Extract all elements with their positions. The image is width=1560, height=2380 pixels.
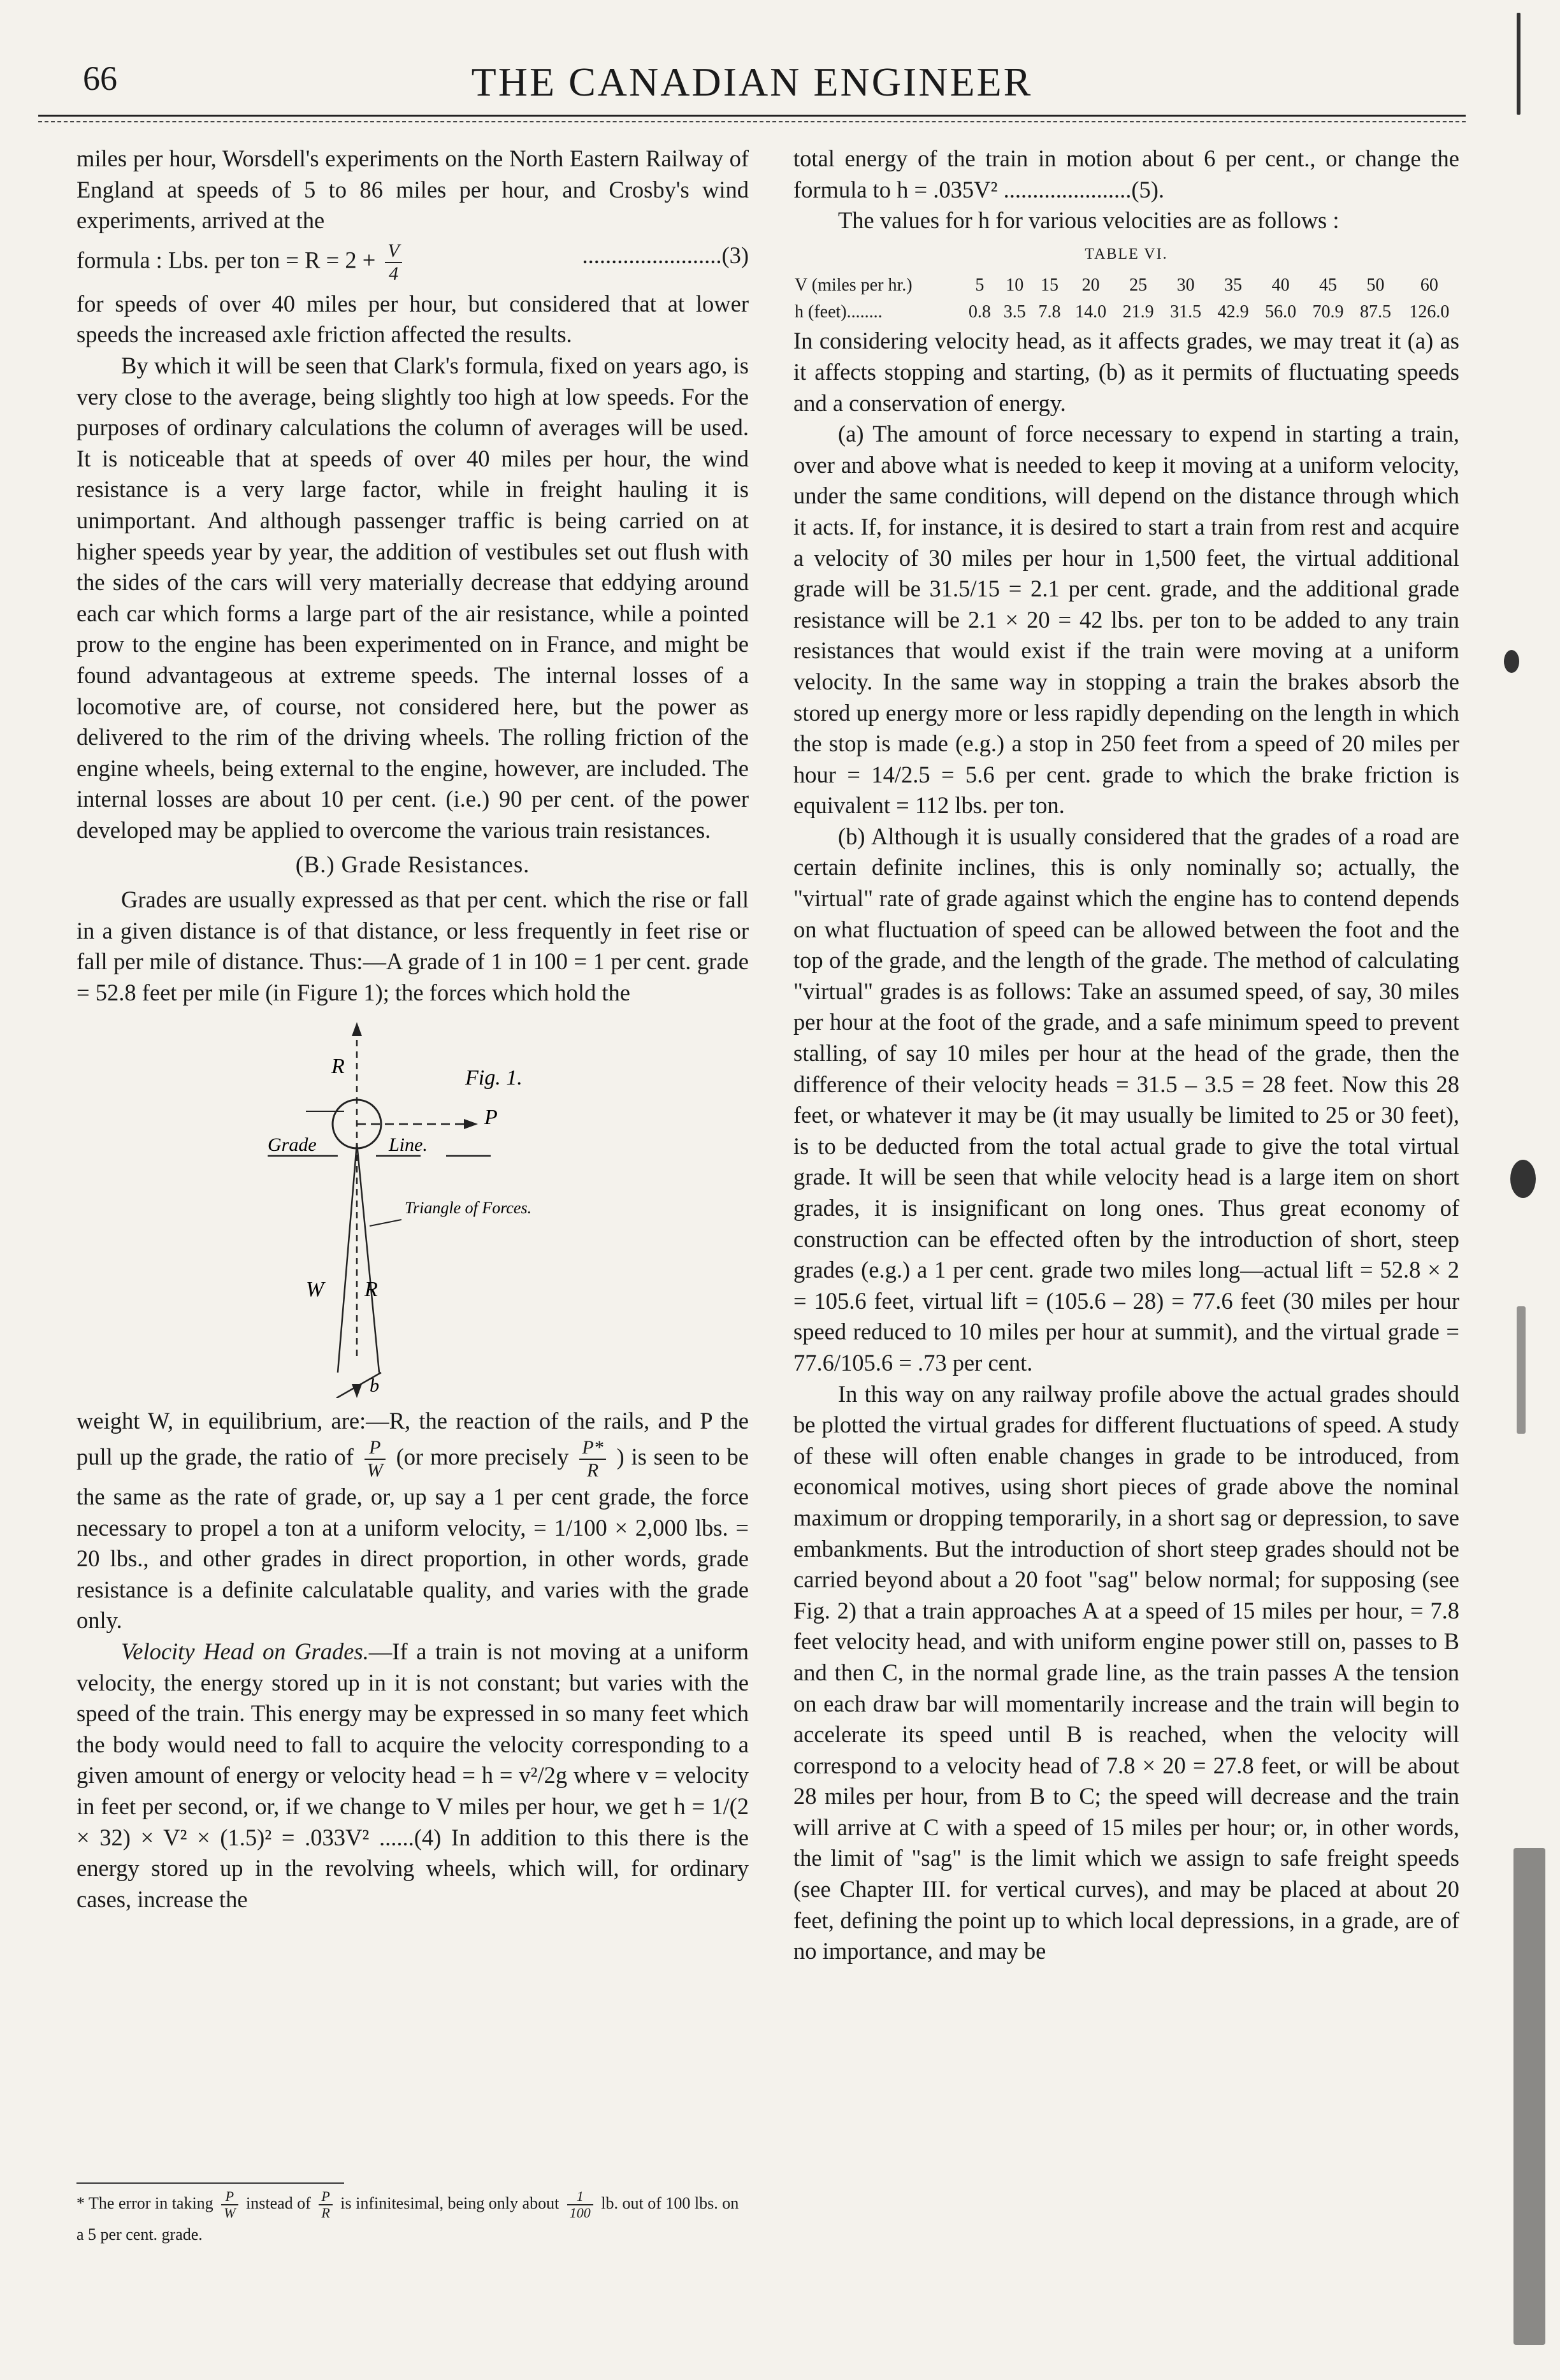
fraction: $\frac{P}{W}$	[221, 2189, 238, 2221]
paragraph: for speeds of over 40 miles per hour, but considered that at lower speeds the increased axle friction affected the results.	[76, 290, 749, 348]
figure-caption: Fig. 1.	[465, 1066, 523, 1090]
footnote-rule	[76, 2182, 344, 2184]
paragraph: (b) Although it is usually considered that the grades of a road are certain definite inclines, this is only nominally so; actually, the "virtual" rate of grade against which the engine has to contend depends on what fluctuation of speed can be allowed between the foot and the top of the grade, and the length of the grade. The method of calculating "virtual" grades is as follows: Take an assumed speed, of say, 30 miles per hour at the foot of the grade, and a safe minimum speed to prevent stalling, of say 10 miles per hour at the head of the grade, then the difference of their velocity heads = 31.5 – 3.5 = 28 feet. Now this 28 feet, or whatever it may be (it may usually be limited to 25 or 30 feet), is to be deducted from the total actual grade to give the total virtual grade. It will be seen that while velocity head is a large item on short grades, it is insignificant on long ones. Thus great economy of construction can be effected often by the introduction of short, steep grades (e.g.) a 1 per cent. grade two miles long—actual lift = 52.8 × 2 = 105.6 feet, virtual lift = (105.6 – 28) = 77.6 feet (30 miles per hour speed reduced to 10 miles per hour at summit), and the virtual grade = 77.6/105.6 = .73 per cent.	[793, 823, 1459, 1376]
run-in-heading: Velocity Head on Grades.	[121, 1638, 369, 1664]
grade-label: Grade	[268, 1134, 317, 1156]
point-label-b: b	[370, 1375, 379, 1397]
paragraph: total energy of the train in motion about 6 per cent., or change the formula to h = .035V² ......................(5).	[793, 145, 1459, 203]
paragraph: In this way on any railway profile above the actual grades should be plotted the virtual grades for different fluctuations of speed. A study of these will often enable changes in grade to be introduced, from economical motives, using short pieces of grade above the nominal maximum or dropping temporarily, in a short sag or depression, to save embankments. But the introduction of short steep grades should not be carried beyond about a 20 foot "sag" below normal; for supposing (see Fig. 2) that a train approaches A at a speed of 15 miles per hour, = 7.8 feet velocity head, and with uniform engine power still on, passes to B and then C, in the normal grade line, as the train passes A the tension on each draw bar will momentarily increase and the train will begin to accelerate its speed until B is reached, when the velocity will correspond to a velocity head of 7.8 × 20 = 27.8 feet, or will be about 28 miles per hour, from B to C; the speed will decrease and the train will arrive at C with a speed of 15 miles per hour; or, in other words, the limit of "sag" is the limit which we assign to safe freight speeds (see Chapter III. for vertical curves), and may be placed at about 20 feet, defining the point up to which local depressions, in a grade, are of no importance, and may be	[793, 1380, 1459, 1965]
table-row: V (miles per hr.) 5 10 15 20 25 30 35 40 45 50 60	[793, 272, 1459, 299]
table-title: TABLE VI.	[1085, 245, 1168, 263]
scan-mark	[1517, 13, 1520, 115]
paragraph: miles per hour, Worsdell's experiments on the North Eastern Railway of England at speeds of 5 to 86 miles per hour, and Crosby's wind experiments, arrived at the	[76, 145, 749, 234]
figure-1	[76, 1016, 749, 1398]
journal-title: THE CANADIAN ENGINEER	[471, 59, 1033, 105]
force-label-r: R	[331, 1055, 345, 1079]
fraction: $\frac{V}{4}$	[385, 240, 401, 285]
left-column	[76, 143, 749, 1915]
paragraph: Grades are usually expressed as that per cent. which the rise or fall in a given distance is of that distance, or less frequently in feet rise or fall per mile of distance. Thus:—A grade of 1 in 100 = 1 per cent. grade = 52.8 feet per mile (in Figure 1); the forces which hold the	[76, 886, 749, 1006]
scan-speck	[1504, 650, 1519, 673]
triangle-label: Triangle of Forces.	[405, 1199, 532, 1218]
velocity-head-table	[793, 272, 1459, 326]
formula-prefix: formula : Lbs. per ton = R = 2 +	[76, 247, 376, 273]
fraction: $\frac{P}{W}$	[365, 1437, 386, 1482]
section-heading: (B.) Grade Resistances.	[295, 851, 530, 878]
header-rule	[38, 115, 1466, 117]
force-label-r-lower: R	[365, 1278, 378, 1302]
header-rule-dashed	[38, 121, 1466, 122]
fraction: $\frac{1}{100}$	[567, 2189, 593, 2221]
right-column	[793, 143, 1459, 1967]
paragraph: (a) The amount of force necessary to expend in starting a train, over and above what is needed to keep it moving at a uniform velocity, under the same conditions, will depend on the distance through which it acts. If, for instance, it is desired to start a train from rest and acquire a velocity of 30 miles per hour in 1,500 feet, the virtual additional grade will be 31.5/15 = 2.1 per cent. grade, and the additional grade resistance will be 2.1 × 20 = 42 lbs. per ton to be added to any train resistances that would exist if the train were moving at a uniform velocity. In the same way in stopping a train the brakes absorb the stored up energy more or less rapidly depending on the length in which the stop is made (e.g.) a stop in 250 feet from a speed of 20 miles per hour = 14/2.5 = 5.6 per cent. grade to which the brake friction is equivalent = 112 lbs. per ton.	[793, 421, 1459, 819]
formula-dots: ........................	[582, 242, 722, 268]
page-header	[38, 59, 1466, 110]
fraction: $\frac{P*}{R}$	[579, 1437, 605, 1482]
row-label: V (miles per hr.)	[795, 275, 913, 296]
line-label: Line.	[389, 1134, 428, 1156]
force-label-w: W	[306, 1278, 324, 1302]
paragraph: weight W, in equilibrium, are:—R, the reaction of the rails, and P the pull up the grade, the ratio of $\frac{P}{W}$ (or more precisely $\frac{P*}{R}$ ) is seen to be the same as the rate of grade, or, up say a 1 per cent grade, the force necessary to propel a ton at a uniform velocity, = 1/100 × 2,000 lbs. = 20 lbs., and other grades in direct proportion, in other words, grade resistance is a definite calculatable quality, and varies with the grade only.	[76, 1408, 749, 1634]
table-row: h (feet)........ 0.8 3.5 7.8 14.0 21.9 31.5 42.9 56.0 70.9 87.5 126.0	[793, 299, 1459, 326]
triangle-of-forces-diagram	[268, 1016, 535, 1398]
scan-speck	[1510, 1160, 1536, 1198]
fraction: $\frac{P}{R}$	[319, 2189, 332, 2221]
paragraph: The values for h for various velocities are as follows :	[838, 207, 1340, 234]
scan-edge-shadow	[1513, 1848, 1545, 2345]
footnote: * The error in taking $\frac{P}{W}$ instead of $\frac{P}{R}$ is infinitesimal, being only about $\frac{1}{100}$ lb. out of 100 lbs. on a 5 per cent. grade.	[76, 2188, 739, 2244]
paragraph: By which it will be seen that Clark's formula, fixed on years ago, is very close to the average, being slightly too high at low speeds. For the purposes of ordinary calculations the column of averages will be used. It is noticeable that at speeds of over 40 miles per hour, the wind resistance is a very large factor, while in freight hauling it is unimportant. And although passenger traffic is being carried on at higher speeds year by year, the addition of vestibules set out flush with the sides of the cars will very materially decrease that eddying around each car which forms a large part of the air resistance, while a pointed prow to the engine has been experimented on in France, and might be found advantageous at extreme speeds. The internal losses of a locomotive are, of course, not considered here, but the power as delivered to the rim of the driving wheels. The rolling friction of the engine wheels, being external to the engine, however, are included. The internal losses are about 10 per cent. (i.e.) 90 per cent. of the power developed may be applied to overcome the various train resistances.	[76, 352, 749, 843]
page-number: 66	[83, 59, 117, 97]
paragraph: In considering velocity head, as it affects grades, we may treat it (a) as it affects stopping and starting, (b) as it permits of fluctuating speeds and a conservation of energy.	[793, 328, 1459, 416]
formula-3	[76, 240, 749, 285]
force-label-p: P	[484, 1106, 498, 1130]
paragraph: Velocity Head on Grades.—If a train is not moving at a uniform velocity, the energy stored up in it is not constant; but varies with the speed of the train. This energy may be expressed in so many feet which the body would need to fall to acquire the velocity corresponding to a given amount of energy or velocity head = h = v²/2g where v = velocity in feet per second, or, if we change to V miles per hour, we get h = 1/(2 × 32) × V² × (1.5)² = .033V² ......(4) In addition to this there is the energy stored up in the revolving wheels, which will, for ordinary cases, increase the	[76, 1638, 749, 1912]
row-label: h (feet)........	[795, 302, 883, 322]
scan-mark	[1517, 1306, 1526, 1434]
formula-tag: (3)	[721, 242, 749, 268]
